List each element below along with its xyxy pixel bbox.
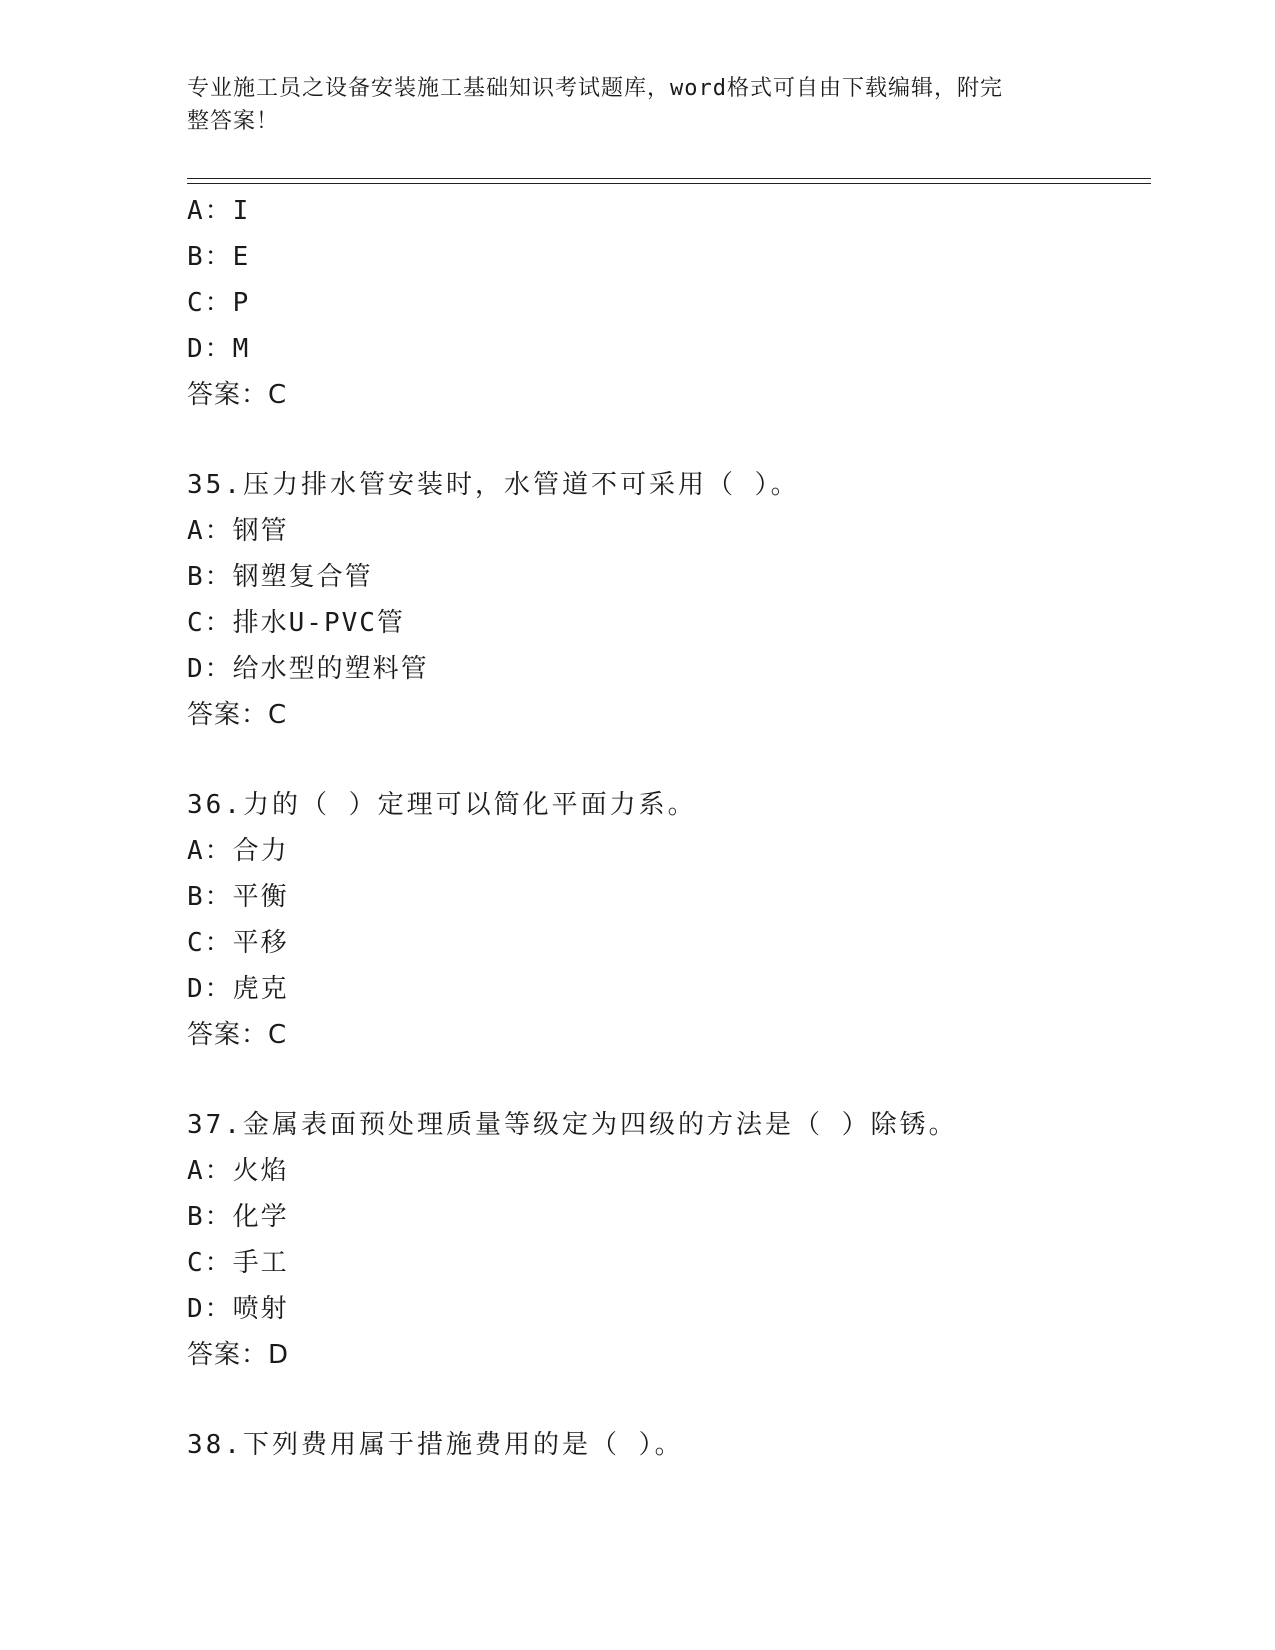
question-list — [187, 188, 1147, 1468]
option-a: A：钢管 — [187, 516, 289, 546]
answer-line: 答案：C — [187, 700, 288, 730]
question-block-38 — [187, 1422, 1147, 1468]
option-c: C：P — [187, 288, 251, 318]
question-block-35 — [187, 462, 1147, 738]
question-block-previous — [187, 188, 1147, 418]
option-d: D：虎克 — [187, 974, 289, 1004]
option-b: B：化学 — [187, 1202, 289, 1232]
option-d: D：给水型的塑料管 — [187, 654, 429, 684]
option-c: C：排水U-PVC管 — [187, 608, 405, 638]
question-block-36 — [187, 782, 1147, 1058]
question-block-37 — [187, 1102, 1147, 1378]
question-text: 37.金属表面预处理质量等级定为四级的方法是（ ）除锈。 — [187, 1110, 958, 1140]
option-c: C：手工 — [187, 1248, 289, 1278]
question-text: 36.力的（ ）定理可以简化平面力系。 — [187, 790, 697, 820]
option-a: A：合力 — [187, 836, 289, 866]
option-d: D：M — [187, 334, 251, 364]
answer-line: 答案：D — [187, 1340, 290, 1370]
option-b: B：平衡 — [187, 882, 289, 912]
document-header — [187, 72, 1067, 138]
header-divider — [187, 178, 1151, 179]
answer-line: 答案：C — [187, 380, 288, 410]
header-line-1: 专业施工员之设备安装施工基础知识考试题库，word格式可自由下载编辑，附完 — [187, 76, 1003, 101]
question-text: 35.压力排水管安装时，水管道不可采用（ ）。 — [187, 470, 800, 500]
header-line-2: 整答案！ — [187, 109, 280, 134]
option-a: A：I — [187, 196, 251, 226]
option-c: C：平移 — [187, 928, 289, 958]
option-b: B：钢塑复合管 — [187, 562, 373, 592]
option-d: D：喷射 — [187, 1294, 289, 1324]
header-divider-secondary — [187, 183, 1151, 184]
question-text: 38.下列费用属于措施费用的是（ ）。 — [187, 1430, 684, 1460]
option-b: B：E — [187, 242, 251, 272]
option-a: A：火焰 — [187, 1156, 289, 1186]
answer-line: 答案：C — [187, 1020, 288, 1050]
